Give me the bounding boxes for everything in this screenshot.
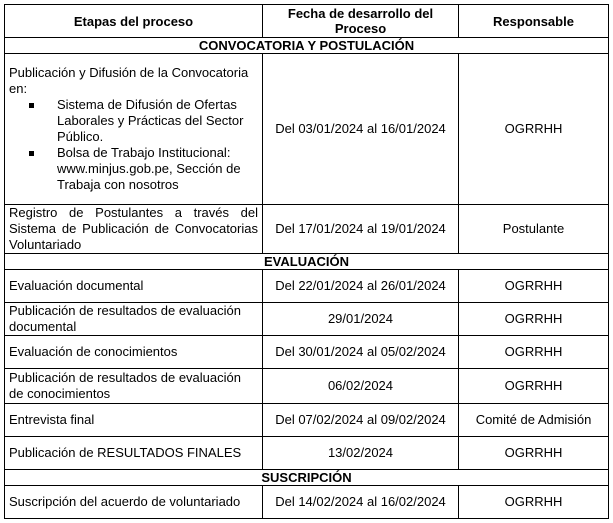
section-row-convocatoria: [5, 38, 609, 54]
responsible-cell: OGRRHH: [459, 336, 609, 369]
table-row: [5, 303, 609, 336]
bullet-text: Bolsa de Trabajo Institucional: www.minjus.gob.pe, Sección de Trabaja con nosotros: [57, 145, 241, 192]
stage-cell: Entrevista final: [5, 404, 263, 437]
responsible-cell: OGRRHH: [459, 303, 609, 336]
table-row: [5, 437, 609, 470]
header-date: Fecha de desarrollo del Proceso: [263, 5, 459, 38]
table-row: [5, 336, 609, 369]
table-row: [5, 404, 609, 437]
stage-intro: Publicación y Difusión de la Convocatoria en:: [9, 65, 249, 96]
date-cell: Del 07/02/2024 al 09/02/2024: [263, 404, 459, 437]
date-cell: Del 22/01/2024 al 26/01/2024: [263, 270, 459, 303]
date-cell: 29/01/2024: [263, 303, 459, 336]
stage-cell: Publicación de resultados de evaluación documental: [5, 303, 263, 336]
responsible-cell: OGRRHH: [459, 437, 609, 470]
header-stage: Etapas del proceso: [5, 5, 263, 38]
schedule-table: [4, 4, 609, 519]
responsible-cell: Postulante: [459, 205, 609, 254]
section-title-convocatoria: CONVOCATORIA Y POSTULACIÓN: [5, 38, 609, 54]
stage-cell: Publicación de resultados de evaluación de conocimientos: [5, 369, 263, 404]
table-row: [5, 486, 609, 519]
stage-cell: Evaluación documental: [5, 270, 263, 303]
responsible-cell: OGRRHH: [459, 270, 609, 303]
stage-cell: [5, 54, 263, 205]
date-cell: Del 30/01/2024 al 05/02/2024: [263, 336, 459, 369]
list-item: [57, 145, 258, 193]
stage-cell: Evaluación de conocimientos: [5, 336, 263, 369]
list-item: [57, 97, 258, 145]
date-cell: Del 03/01/2024 al 16/01/2024: [263, 54, 459, 205]
section-title-evaluacion: EVALUACIÓN: [5, 254, 609, 270]
responsible-cell: OGRRHH: [459, 369, 609, 404]
table-row: [5, 270, 609, 303]
bullet-list: [9, 97, 258, 193]
square-bullet-icon: [29, 151, 34, 156]
table-row: [5, 369, 609, 404]
header-row: [5, 5, 609, 38]
header-responsible: Responsable: [459, 5, 609, 38]
responsible-cell: Comité de Admisión: [459, 404, 609, 437]
responsible-cell: OGRRHH: [459, 486, 609, 519]
section-row-suscripcion: [5, 470, 609, 486]
responsible-cell: OGRRHH: [459, 54, 609, 205]
table-row: [5, 54, 609, 205]
date-cell: Del 14/02/2024 al 16/02/2024: [263, 486, 459, 519]
date-cell: Del 17/01/2024 al 19/01/2024: [263, 205, 459, 254]
table-row: [5, 205, 609, 254]
stage-cell: Suscripción del acuerdo de voluntariado: [5, 486, 263, 519]
date-cell: 06/02/2024: [263, 369, 459, 404]
date-cell: 13/02/2024: [263, 437, 459, 470]
section-row-evaluacion: [5, 254, 609, 270]
stage-cell: Publicación de RESULTADOS FINALES: [5, 437, 263, 470]
stage-cell: Registro de Postulantes a través del Sistema de Publicación de Convocatorias Voluntariado: [5, 205, 263, 254]
square-bullet-icon: [29, 103, 34, 108]
bullet-text: Sistema de Difusión de Ofertas Laborales y Prácticas del Sector Público.: [57, 97, 244, 144]
section-title-suscripcion: SUSCRIPCIÓN: [5, 470, 609, 486]
